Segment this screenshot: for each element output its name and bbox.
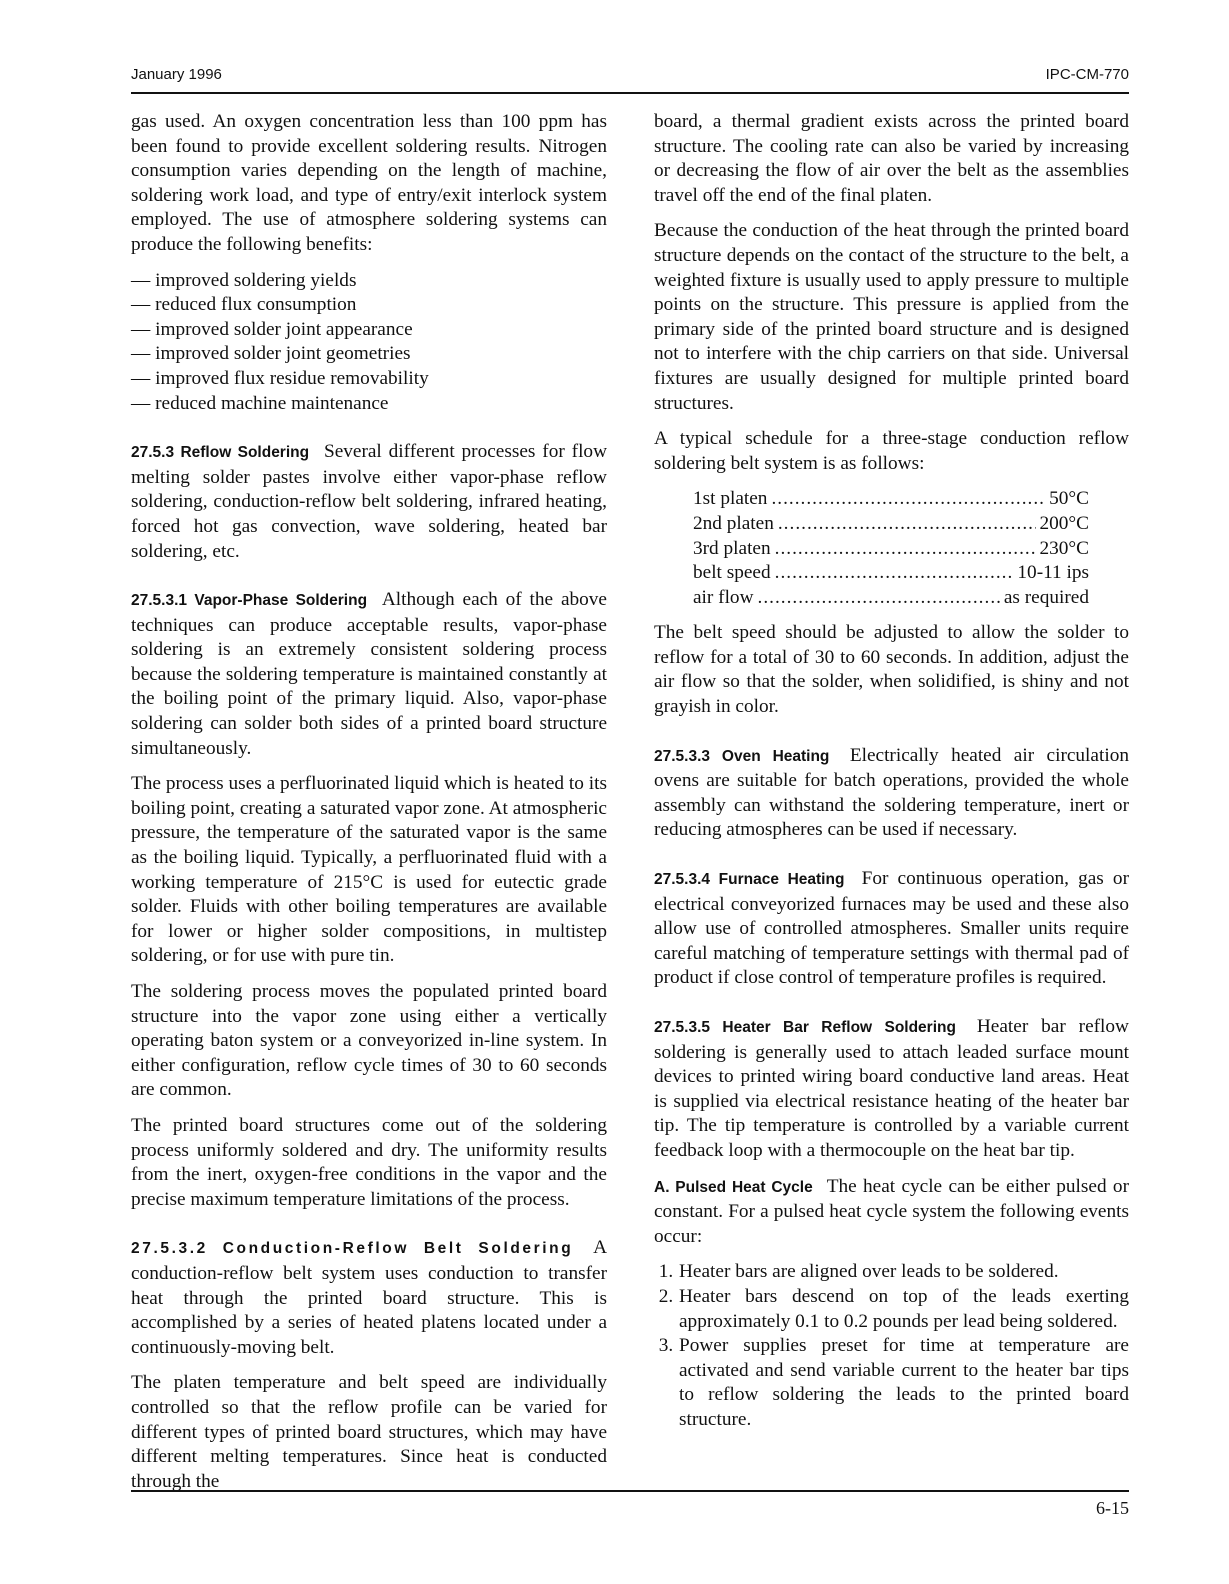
schedule-label: belt speed <box>693 562 771 584</box>
schedule-row <box>693 537 1089 562</box>
schedule-row <box>693 586 1089 611</box>
section-heading: 27.5.3 Reflow Soldering <box>131 444 310 462</box>
schedule-row <box>693 487 1089 512</box>
schedule-value: 50°C <box>1049 488 1089 510</box>
schedule-value: 10-11 ips <box>1017 562 1089 584</box>
list-item: 2. Heater bars descend on top of the leads exerting approximately 0.1 to 0.2 pounds per lead being soldered. <box>678 1285 1129 1334</box>
section-reflow-soldering <box>131 440 607 564</box>
section-text: Several different processes for flow melting solder pastes involve either vapor-phase reflow soldering, conduction-reflow belt soldering, infrared heating, forced hot gas convection, wave soldering, heated bar soldering, etc. <box>131 441 607 562</box>
section-heading: 27.5.3.5 Heater Bar Reflow Soldering <box>654 1019 956 1036</box>
paragraph-belt-speed: The belt speed should be adjusted to allow the solder to reflow for a total of 30 to 60 seconds. In addition, adjust the air flow so that the solder, when solidified, is shiny and not grayish in color. <box>654 622 1129 718</box>
paragraph-process: The process uses a perfluorinated liquid which is heated to its boiling point, creating a saturated vapor zone. At atmospheric pressure, the temperature of the saturated vapor is the same as the boiling liquid. Typically, a perfluorinated fluid with a working temperature of 215°C is used for eutectic grade solder. Fluids with other boiling temperatures are available for lower or higher solder compositions, in multistep soldering, or for use with pure tin. <box>131 773 607 967</box>
paragraph-uniform: The printed board structures come out of the soldering process uniformly soldered and dry. The uniformity results from the inert, oxygen-free conditions in the vapor and the precise maximum temperature limitations of the process. <box>131 1114 607 1210</box>
paragraph-moves: The soldering process moves the populated printed board structure into the vapor zone using either a vertically operating baton system or a conveyorized in-line system. In either configuration, reflow cycle times of 30 to 60 seconds are common. <box>131 981 607 1101</box>
schedule-label: 3rd platen <box>693 537 771 559</box>
header-date: January 1996 <box>131 66 222 83</box>
section-heater-bar <box>654 1015 1129 1164</box>
paragraph-schedule-intro: A typical schedule for a three-stage conduction reflow soldering belt system is as follows: <box>654 428 1129 474</box>
paragraph-platen: The platen temperature and belt speed are individually controlled so that the reflow profile can be varied for different types of printed board structures, which may have different melting temperatures. Since heat is conducted through the <box>131 1372 607 1492</box>
section-furnace-heating <box>654 867 1129 991</box>
section-heading: 27.5.3.3 Oven Heating <box>654 747 830 765</box>
schedule-label: air flow <box>693 586 754 608</box>
schedule-value: as required <box>1003 586 1089 608</box>
schedule-label: 2nd platen <box>693 512 774 534</box>
list-item: — reduced machine maintenance <box>131 392 389 414</box>
section-text: A conduction-reflow belt system uses conduction to transfer heat through the printed board structure. This is accomplished by a series of heated platens located under a continuously-moving belt. <box>131 1237 607 1358</box>
benefits-list <box>131 269 607 417</box>
schedule-value: 230°C <box>1039 537 1089 559</box>
section-pulsed-heat-cycle <box>654 1175 1129 1250</box>
left-column <box>131 110 607 1505</box>
page-number: 6-15 <box>1096 1498 1129 1518</box>
schedule-value: 200°C <box>1039 512 1089 534</box>
list-item: 3. Power supplies preset for time at temperature are activated and send variable current to the heater bar tips to reflow soldering the leads to the printed board structure. <box>678 1334 1129 1432</box>
section-text: Heater bar reflow soldering is generally used to attach leaded surface mount devices to printed wiring board conductive land areas. Heat is supplied via electrical resistance heating of the heater bar tip. The tip temperature is controlled by a variable current feedback loop with a thermocouple on the heat bar tip. <box>654 1016 1129 1161</box>
pulsed-cycle-steps <box>654 1260 1129 1432</box>
list-item: — improved flux residue removability <box>131 367 429 389</box>
page-header <box>131 62 1129 94</box>
section-conduction-reflow <box>131 1236 607 1360</box>
section-text: For continuous operation, gas or electrical conveyorized furnaces may be used and these also allow use of controlled atmospheres. Smaller units require careful matching of temperature settings with thermal pad of product if close control of temperature profiles is required. <box>654 868 1129 989</box>
schedule-row <box>693 512 1089 537</box>
section-heading: 27.5.3.1 Vapor-Phase Soldering <box>131 592 368 610</box>
paragraph-because: Because the conduction of the heat through the printed board structure depends on the contact of the structure to the belt, a weighted fixture is usually used to apply pressure to multiple points on the structure. This pressure is applied from the primary side of the printed board structure and is designed not to interfere with the chip carriers on that side. Universal fixtures are usually designed for multiple printed board structures. <box>654 220 1129 414</box>
section-heading: A. Pulsed Heat Cycle <box>654 1178 813 1196</box>
leader-dots <box>775 561 1014 586</box>
section-vapor-phase <box>131 588 607 761</box>
section-heading: 27.5.3.2 Conduction-Reflow Belt Soldering <box>131 1240 574 1258</box>
leader-dots <box>771 487 1045 512</box>
right-column <box>654 110 1129 1433</box>
section-text: Electrically heated air circulation ovens are suitable for batch operations, provided the whole assembly can withstand the soldering temperature, inert or reducing atmospheres can be used if necessary. <box>654 744 1129 841</box>
section-oven-heating <box>654 744 1129 843</box>
section-text: The heat cycle can be either pulsed or constant. For a pulsed heat cycle system the following events occur: <box>654 1175 1129 1247</box>
list-item: — reduced flux consumption <box>131 294 357 316</box>
leader-dots <box>758 586 1000 611</box>
list-item: — improved solder joint geometries <box>131 343 411 365</box>
schedule-label: 1st platen <box>693 488 768 510</box>
leader-dots <box>775 537 1036 562</box>
list-item: — improved soldering yields <box>131 269 357 291</box>
schedule-row <box>693 561 1089 586</box>
schedule-table <box>693 487 1089 610</box>
leader-dots <box>778 512 1036 537</box>
header-doc-id: IPC-CM-770 <box>1045 66 1129 83</box>
paragraph-board: board, a thermal gradient exists across the printed board structure. The cooling rate can also be varied by increasing or decreasing the flow of air over the belt as the assemblies travel off the end of the final platen. <box>654 111 1129 206</box>
section-heading: 27.5.3.4 Furnace Heating <box>654 871 845 889</box>
section-text: Although each of the above techniques can produce acceptable results, vapor-phase soldering is an extremely consistent soldering process because the soldering temperature is maintained constantly at the boiling point of the primary liquid. Also, vapor-phase soldering can solder both sides of a printed board structure simultaneously. <box>131 589 607 759</box>
footer-rule <box>131 1490 1129 1492</box>
list-item: 1. Heater bars are aligned over leads to be soldered. <box>678 1260 1129 1285</box>
paragraph-gas-used: gas used. An oxygen concentration less than 100 ppm has been found to provide excellent soldering results. Nitrogen consumption varies depending on the length of machine, soldering work load, and type of entry/exit interlock system employed. The use of atmosphere soldering systems can produce the following benefits: <box>131 111 607 255</box>
list-item: — improved solder joint appearance <box>131 318 413 340</box>
